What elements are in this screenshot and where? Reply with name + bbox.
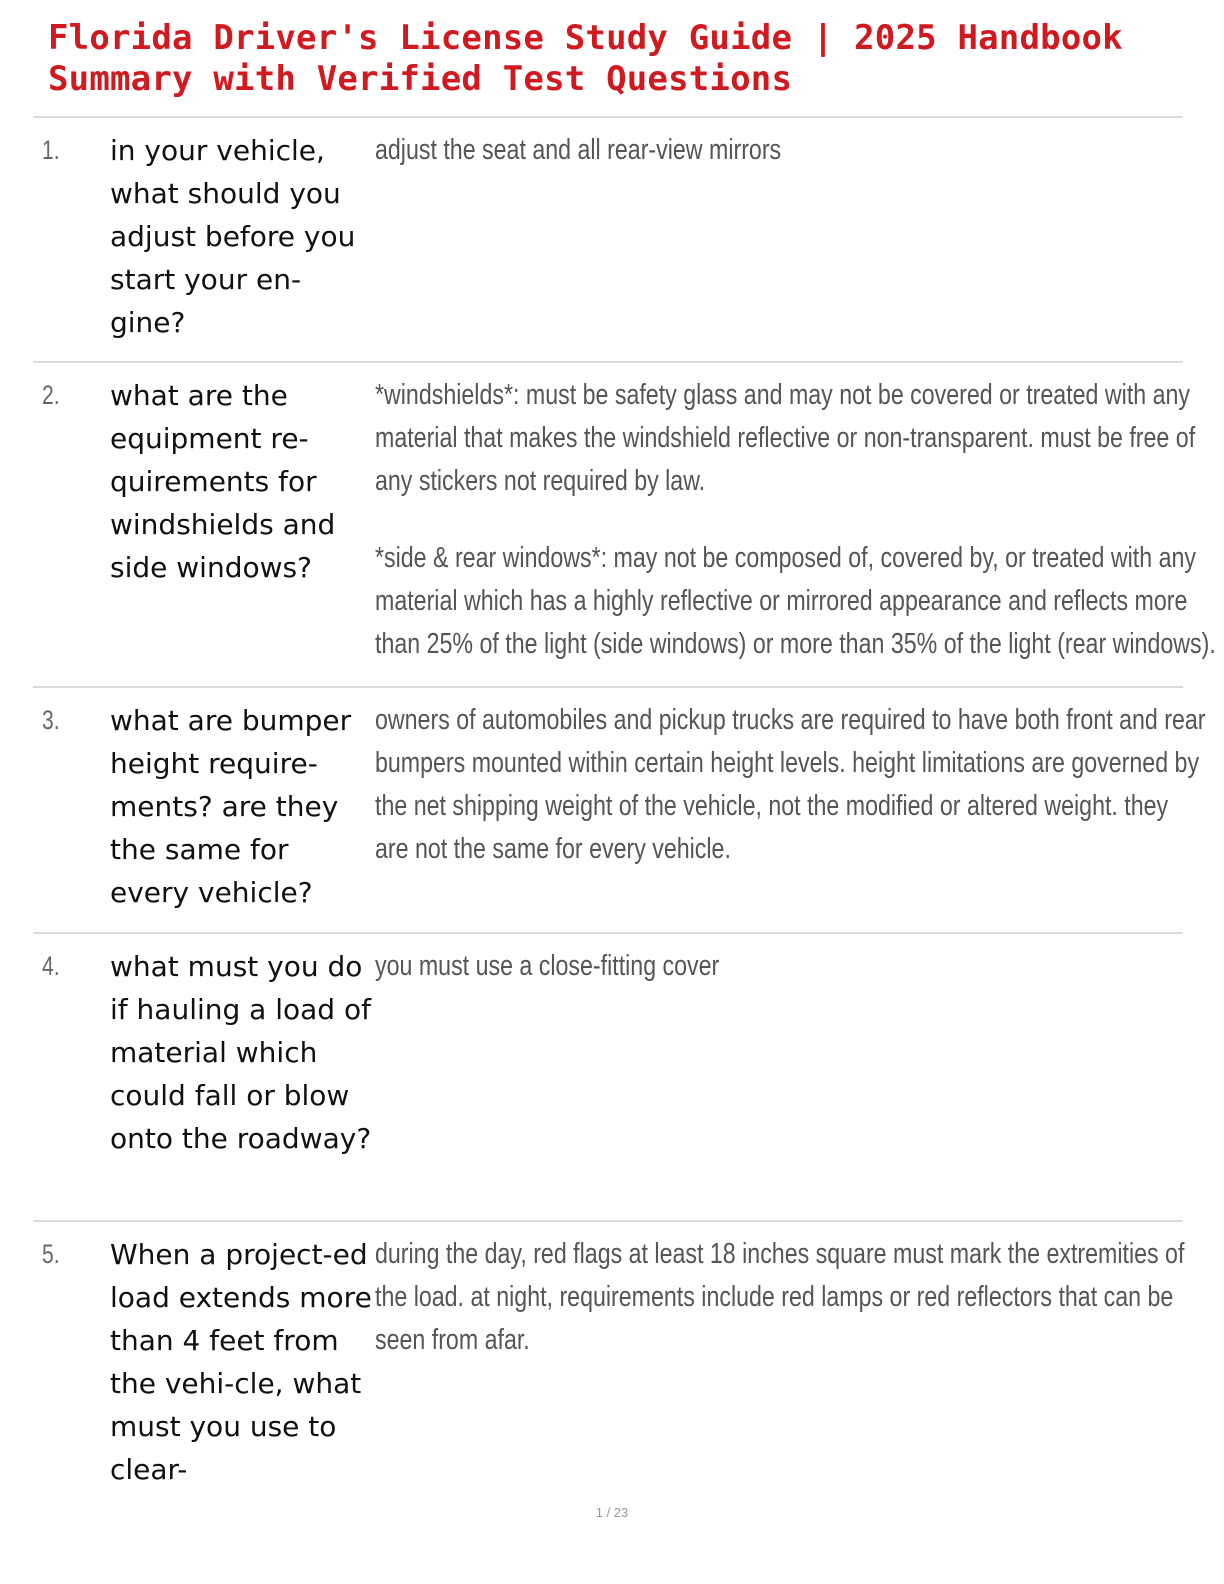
answer-line: adjust the seat and all rear-view mirrors (375, 134, 782, 166)
page-number: 1 / 23 (595, 1505, 629, 1520)
title-line-2: Summary with Verified Test Questions (48, 59, 793, 99)
question-text: When a project-ed load extends more than 4 feet from the vehi-cle, what must you use to clear- (110, 1238, 372, 1486)
question-text: what are the equipment re-quirements for windshields and side windows? (110, 379, 336, 584)
answer-text (375, 129, 1165, 172)
answer-line: bumpers mounted within certain height levels. height limitations are governed by (375, 747, 1200, 779)
answer-paragraph (375, 1233, 1185, 1362)
answer-line: *side & rear windows*: may not be composed of, covered by, or treated with any (375, 542, 1197, 574)
question-text: what are bumper height require-ments? are they the same for every vehicle? (110, 704, 352, 909)
question-text: in your vehicle, what should you adjust before you start your en-gine? (110, 134, 356, 339)
answer-paragraph (375, 537, 1216, 666)
answer-paragraph (375, 374, 1196, 503)
answer-line: material which has a highly reflective or mirrored appearance and reflects more (375, 585, 1188, 617)
question-number: 3. (42, 705, 60, 735)
answer-text (375, 945, 1165, 988)
answer-line: the load. at night, requirements include red lamps or red reflectors that can be (375, 1281, 1174, 1313)
question-row (33, 363, 1216, 688)
answer-line: are not the same for every vehicle. (375, 833, 731, 865)
answer-text (375, 1233, 1185, 1362)
answer-paragraph (375, 129, 1007, 172)
answer-text (375, 699, 1206, 871)
document-title (48, 18, 1188, 100)
question-row (33, 118, 1183, 363)
question-number: 2. (42, 380, 60, 410)
answer-line: material that makes the windshield reflective or non-transparent. must be free of (375, 422, 1196, 454)
question-number: 1. (42, 135, 60, 165)
answer-paragraph (375, 945, 1007, 988)
title-line-1: Florida Driver's License Study Guide | 2025 Handbook (48, 18, 1123, 58)
question-number: 5. (42, 1239, 60, 1269)
answer-line: *windshields*: must be safety glass and may not be covered or treated with any (375, 379, 1191, 411)
answer-paragraph (375, 699, 1206, 871)
question-row (33, 1222, 1183, 1497)
answer-line: seen from afar. (375, 1324, 530, 1356)
question-list (33, 118, 1216, 1497)
question-row (33, 934, 1183, 1222)
question-row (33, 688, 1206, 934)
question-number: 4. (42, 951, 60, 981)
answer-line: you must use a close-fitting cover (375, 950, 720, 982)
question-text: what must you do if hauling a load of material which could fall or blow onto the roadway? (110, 950, 372, 1155)
answer-line: the net shipping weight of the vehicle, not the modified or altered weight. they (375, 790, 1169, 822)
answer-line: owners of automobiles and pickup trucks are required to have both front and rear (375, 704, 1206, 736)
answer-line: during the day, red flags at least 18 inches square must mark the extremities of (375, 1238, 1185, 1270)
answer-line: than 25% of the light (side windows) or more than 35% of the light (rear windows). (375, 628, 1216, 660)
answer-text (375, 374, 1216, 666)
answer-line: any stickers not required by law. (375, 465, 706, 497)
